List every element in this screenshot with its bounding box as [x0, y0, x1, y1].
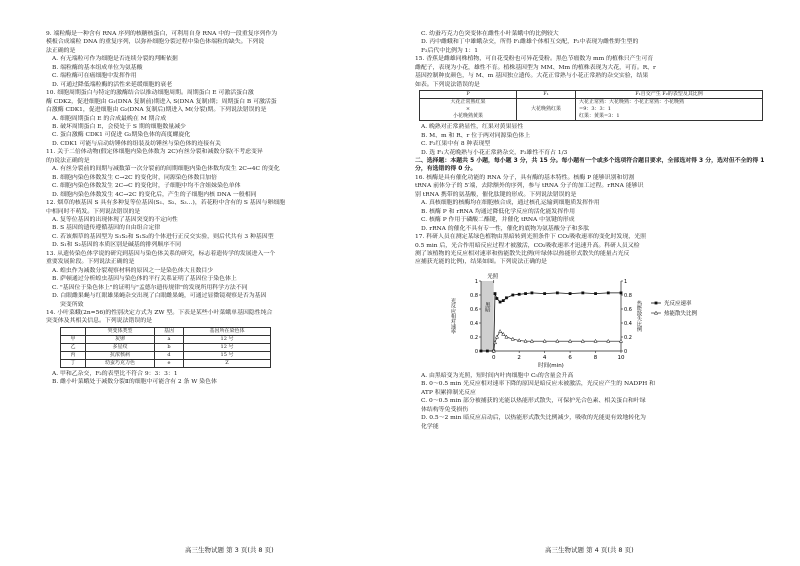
table-row: [420, 99, 763, 121]
right-tick-label: 0.6: [624, 306, 632, 313]
legend-marker-light-rate: [655, 301, 658, 304]
point-light-rate: [502, 299, 505, 302]
q14-stem-line: 突变体及其相关信息。下列说法错误的是: [46, 318, 153, 325]
q15-option-a: A. 晚熟对正常熟显性，红果对黄果显性: [421, 124, 524, 131]
legend-label-heat-ratio: 热能散失比例: [664, 310, 698, 317]
dark-label: 黑暗: [484, 301, 491, 313]
q16-stem-line: 16. 核酶是具有催化功能的 RNA 分子，具有酶的基本特性。核酶 P 能够识别和切割: [415, 174, 635, 181]
table-header-cell: F₁: [517, 91, 576, 99]
left-tick-label: 0.2: [470, 334, 478, 341]
q9-stem-line: 9. 端粒酶是一种含有 RNA 序列的核糖核蛋白，可利用自身 RNA 中的一段重复序列作为: [46, 31, 278, 37]
table-cell: 乙: [61, 343, 86, 351]
q14-option-d: D. 丙中雌蛾和丁中雄蛾杂交，所得 F₁雌雄个体相互交配，F₂中表现为雌性野生型的: [421, 39, 639, 46]
point-heat-ratio: [498, 329, 501, 332]
q13-stem-line: 13. 从遗传染色体学说的研究到基因与染色体关系的研究，标志着遗传学的发展进入一个: [46, 250, 276, 257]
point-light-rate: [531, 291, 534, 294]
table-cell: Z: [184, 359, 271, 367]
question-15: [415, 55, 771, 157]
table-row: [61, 343, 271, 351]
cross-table: [419, 90, 763, 121]
point-light-rate: [499, 300, 502, 303]
q9-stem-line: 模板合成端粒 DNA 的重复序列，以弥补细胞分裂过程中染色体端粒的缺失。下列说: [46, 39, 265, 46]
y-axis-left-label: 光反应相对速率: [450, 297, 456, 335]
photosynthesis-chart: [443, 269, 703, 371]
q9-stem-line: 法正确的是: [46, 47, 76, 54]
x-tick-label: 0: [491, 354, 496, 361]
q10-stem-line: 酶 CDK2，促进细胞由 G₁(DNA 复制前)期进入 S(DNA 复制)期；周期蛋白 B 可激活蛋: [46, 98, 277, 105]
q9-option-b: B. 端粒酶的基本组成单位为氨基酸: [52, 64, 143, 71]
q11-option-b: B. 细胞内染色体数发生 C→2C 的变化时，同源染色体数目加倍: [52, 174, 218, 181]
table-cell: 大花正常熟：大花晚熟：小花正常熟：小花晚熟 =9：3：3：1 红果：黄果=3：1: [576, 99, 763, 121]
right-tick-label: 0.8: [624, 292, 632, 299]
right-tick-label: 0.4: [624, 320, 632, 327]
mutant-table: [60, 327, 271, 368]
point-light-rate: [543, 292, 546, 295]
q13-option-a: A. 蝗虫作为减数分裂观察材料的原因之一是染色体大且数目少: [52, 267, 214, 274]
question-13: [46, 250, 402, 309]
table-row: [61, 335, 271, 343]
q17-option-c-cont: 体结构等免受损伤: [421, 406, 469, 413]
q16-option-a: A. 真核细胞的核酶均在细胞核合成，通过核孔运输到细胞质发挥作用: [421, 200, 600, 207]
question-16: [415, 174, 771, 233]
q10-stem-line: 白激酶 CDK1，促进细胞由 G₂(DNA 复制后)期进入 M(分裂)期。下列说法错误的是: [46, 107, 267, 114]
section-two-title: 二、选择题：本题共 5 小题，每小题 3 分，共 15 分。每小题有一个或多个选项符合题目要求，全部选对得 3 分，选对但不全的得 1 分，有选错的得 0 分。: [415, 157, 765, 173]
left-tick-label: 1: [474, 278, 478, 285]
chart-svg: [443, 269, 703, 371]
q17-stem-line: 17. 科研人员在测定某绿色植物由黑暗转到光照条件下 CO₂吸收速率的变化时发现，光照: [415, 234, 646, 241]
q16-option-c: C. 核酶 P 作用于磷酸二酯键，并催化 tRNA 中氢键的形成: [421, 217, 575, 224]
q16-option-b: B. 核酶 P 和 rRNA 均通过降低化学反应的活化能发挥作用: [421, 208, 575, 215]
q12-stem-line: 中相同时不萌发。下列说法错误的是: [46, 208, 141, 215]
table-cell: 甲: [61, 335, 86, 343]
x-tick-label: 6: [568, 354, 572, 361]
right-tick-label: 0: [624, 348, 628, 355]
table-cell: 12 号: [184, 335, 271, 343]
point-light-rate: [486, 349, 489, 352]
table-row: [61, 359, 271, 367]
q15-stem-line: 雌配子，表现为小花，雄性不育。植株基因型为 MM、Mm 的植株表现为大花，可育。R、r: [415, 64, 656, 71]
q17-stem-line: 测了该植物的光反应相对速率和热能散失比例(叶绿体以热能形式散失的能量占光反: [415, 250, 630, 257]
table-cell: d: [155, 351, 184, 359]
table-cell: a: [155, 335, 184, 343]
question-12: [46, 199, 402, 250]
q11-option-c: C. 细胞内染色体数发生 2C→C 的变化时，子细胞中均不含姐妹染色单体: [52, 183, 241, 190]
q14-stem-line: 14. 小叶菜蛾(2n=56)的性别决定方式为 ZW 型。下表是某些小叶菜蛾单基因隐性纯合: [46, 309, 273, 316]
footer-right: 高三生物试题 第 4 页(共 8 页): [545, 546, 634, 554]
q10-option-c: C. 蛋白激酶 CDK1 可促进 G₂期染色体的高度螺旋化: [52, 132, 191, 139]
q13-option-d: D. 白眼雌果蝇与红眼雄果蝇杂交出现了白眼雌果蝇，可通过显微镜观察是否为基因: [52, 293, 267, 300]
q17-option-b-cont: ATP 积累抑制光反应: [421, 389, 476, 396]
q11-stem-line: 的)说法正确的是: [46, 157, 90, 164]
x-tick-label: 2: [517, 354, 521, 361]
table-cell: b: [155, 343, 184, 351]
table-header-row: [420, 91, 763, 99]
q15-stem-line: 基因控制种皮颜色，与 M、m 基因独立遗传。大花正常熟与小花正常熟的杂交实验，结果: [415, 73, 649, 80]
q10-option-a: A. 细胞周期蛋白 E 的合成最晚在 M 期合成: [52, 115, 167, 122]
q9-option-d: D. 可通过降低端粒酶的活性来延缓细胞的衰老: [52, 81, 173, 88]
table-cell: 幼蚕巧克力色: [86, 359, 155, 367]
question-10: [46, 89, 402, 148]
point-light-rate: [607, 291, 610, 294]
q11-option-d: D. 细胞内染色体数发生 4C→2C 的变化后，产生的子细胞内核 DNA 一般相同: [52, 191, 257, 198]
right-tick-label: 0.2: [624, 334, 632, 341]
q17-stem-line: 应捕获光能的比例)，结果如图。下列说法正确的是: [415, 259, 547, 266]
x-tick-label: 4: [542, 354, 547, 361]
q13-option-c: C. "基因位于染色体上"的证明与"孟德尔遗传规律"的发现所用科学方法不同: [52, 284, 248, 291]
table-header-cell: F₁自交产生 F₂的表型及其比例: [576, 91, 763, 99]
point-light-rate: [569, 292, 572, 295]
q14-option-d-cont: F₂后代中比例为 1：1: [421, 47, 479, 54]
table-cell: 抗浓核病: [86, 351, 155, 359]
q11-stem-line: 11. 关于二倍体动物(假定体细胞内染色体数为 2C)有丝分裂和减数分裂(不考虑变异: [46, 149, 263, 156]
q9-option-a: A. 有无端粒可作为细胞是否连续分裂的判断依据: [52, 56, 178, 63]
q15-option-b: B. M、m 和 R、r 位于两对同源染色体上: [421, 132, 531, 139]
table-row: [61, 351, 271, 359]
footer-left: 高三生物试题 第 3 页(共 8 页): [185, 546, 274, 554]
q12-option-a: A. 复等位基因的出现体现了基因突变的不定向性: [52, 216, 178, 223]
table-cell: 丁: [61, 359, 86, 367]
question-17: [415, 233, 771, 431]
q11-option-a: A. 有丝分裂前的间期与减数第一次分裂前的间期细胞内染色体数均发生 2C→4C 的变化: [52, 166, 280, 173]
question-9: [46, 30, 402, 89]
q10-option-d: D. CDK1 可能与启动纺锤体的组装及纺锤丝与染色体的连接有关: [52, 140, 221, 147]
q14-option-a: A. 甲和乙杂交，F₂的表型比不符合 9：3：3：1: [52, 370, 178, 377]
table-header-row: [61, 327, 271, 335]
q10-stem-line: 10. 细胞周期蛋白与特定的激酶结合以推动细胞周期。周期蛋白 E 可激活蛋白激: [46, 90, 254, 97]
left-tick-label: 0.4: [470, 320, 478, 327]
left-tick-label: 0.6: [470, 306, 478, 313]
q12-option-d: D. S₁和 S₂基因的本质区别是碱基的排列顺序不同: [52, 242, 181, 249]
q17-option-b: B. 0～0.5 min 光反应相对速率下降的原因是暗反应未被激活，光反应产生的 NADPH 和: [421, 381, 656, 388]
table-cell: e: [155, 359, 184, 367]
table-cell: 丙: [61, 351, 86, 359]
x-axis-label: 时间(min): [538, 362, 564, 369]
q15-option-c: C. F₂红果中有 8 种表现型: [421, 141, 491, 148]
light-label: 光照: [487, 273, 499, 280]
q16-stem-line: 别 tRNA 携带的氨基酸，催化肽键的形成。下列说法错误的是: [415, 191, 577, 198]
q17-option-d: D. 0.5～2 min 暗反应启动后，以热能形式散失比例减少，吸收的光能更有效地转化为: [421, 415, 646, 422]
table-cell: 大花晚熟红果: [517, 99, 576, 121]
point-light-rate: [556, 291, 559, 294]
table-header-cell: 基因所在染色体: [184, 327, 271, 335]
q12-option-c: C. 若该烟草的基因型为 S₁S₂和 S₁S₃的个体进行正反交实验，则后代共有 3 种基因型: [52, 233, 274, 240]
q17-stem-line: 0.5 min 后，光合作用暗反应过程才被激活，CO₂吸收速率才迅速升高。科研人员又检: [415, 242, 640, 249]
q15-option-d: D. 选 F₁大花晚熟与小花正常熟杂交，F₂雄性不育占 1/3: [421, 149, 568, 156]
right-column: [415, 30, 771, 431]
q13-option-b: B. 萨顿通过分析蝗虫基因与染色体的平行关系证明了基因位于染色体上: [52, 276, 237, 283]
y-axis-right-label: 热能散失比例: [636, 300, 642, 332]
table-header-cell: P: [420, 91, 517, 99]
q12-option-b: B. S 基因的遗传遵循基因的自由组合定律: [52, 225, 161, 232]
question-14-continued: [415, 30, 771, 55]
point-light-rate: [620, 291, 623, 294]
q14-option-c: C. 幼蚕巧克力色突变体在雌性小叶菜蛾中的比例较大: [421, 31, 559, 37]
point-light-rate: [494, 292, 497, 295]
point-heat-ratio: [495, 335, 498, 338]
table-cell: 12 号: [184, 343, 271, 351]
table-header-cell: 突变体类型: [86, 327, 155, 335]
q14-option-b: B. 雌小叶菜蛾处于减数分裂Ⅱ的细胞中可能含有 2 条 W 染色体: [52, 379, 217, 386]
q13-stem-line: 重要发展阶段。下列说法正确的是: [46, 259, 135, 266]
table-header-cell: [61, 327, 86, 335]
q16-stem-line: tRNA 前体分子的 5′端，去除额外的序列，参与 tRNA 分子的加工过程。rRNA 能够识: [415, 183, 644, 190]
q17-option-c: C. 0～0.5 min 部分被捕获的光能以热能形式散失，可保护光合色素、相关蛋白和叶绿: [421, 398, 646, 405]
table-cell: 15 号: [184, 351, 271, 359]
q9-option-c: C. 端粒酶可在癌细胞中发挥作用: [52, 73, 137, 80]
left-column: [46, 30, 402, 387]
q15-stem-line: 15. 香蕉是雌雄同株植物，可自花受粉也可异花受粉。黑色节瘤数为 mm 的植株只产生可育: [415, 56, 654, 63]
q17-option-d-cont: 化学能: [421, 423, 439, 430]
point-light-rate: [581, 291, 584, 294]
legend-label-light-rate: 光反应速率: [664, 300, 692, 307]
table-cell: 灰卵: [86, 335, 155, 343]
point-light-rate: [511, 293, 514, 296]
q10-option-b: B. 破坏周期蛋白 E，会使处于 S 期的细胞数量减少: [52, 123, 186, 130]
point-light-rate: [496, 297, 499, 300]
point-light-rate: [594, 292, 597, 295]
point-light-rate: [524, 292, 527, 295]
q15-stem-line: 如表。下列说法错误的是: [415, 81, 480, 88]
x-tick-label: 8: [593, 354, 598, 361]
table-cell: 大花正常熟红果 × 小花晚熟黄果: [420, 99, 517, 121]
q12-stem-line: 12. 烟草的核基因 S 具有多种复等位基因(S₁、S₂、S₃…)，若花粉中含有的 S 基因与卵细胞: [46, 200, 286, 207]
left-tick-label: 0: [474, 348, 478, 355]
question-14: [46, 309, 402, 387]
x-tick-label: 10: [617, 354, 625, 361]
point-light-rate: [505, 296, 508, 299]
table-header-cell: 基因: [155, 327, 184, 335]
table-cell: 多星纹: [86, 343, 155, 351]
q16-option-d: D. rRNA 的催化不具有专一性，催化的底物为氨基酸分子和多肽: [421, 225, 590, 232]
q17-option-a: A. 由黑暗变为光照，短时间内叶肉细胞中 C₅的含量会升高: [421, 372, 574, 379]
q13-option-d-cont: 突变所致: [60, 301, 84, 308]
left-tick-label: 0.8: [470, 292, 478, 299]
dark-region: [481, 281, 494, 351]
question-11: [46, 148, 402, 199]
point-light-rate: [480, 349, 483, 352]
point-light-rate: [518, 293, 521, 296]
right-tick-label: 1: [624, 278, 628, 285]
